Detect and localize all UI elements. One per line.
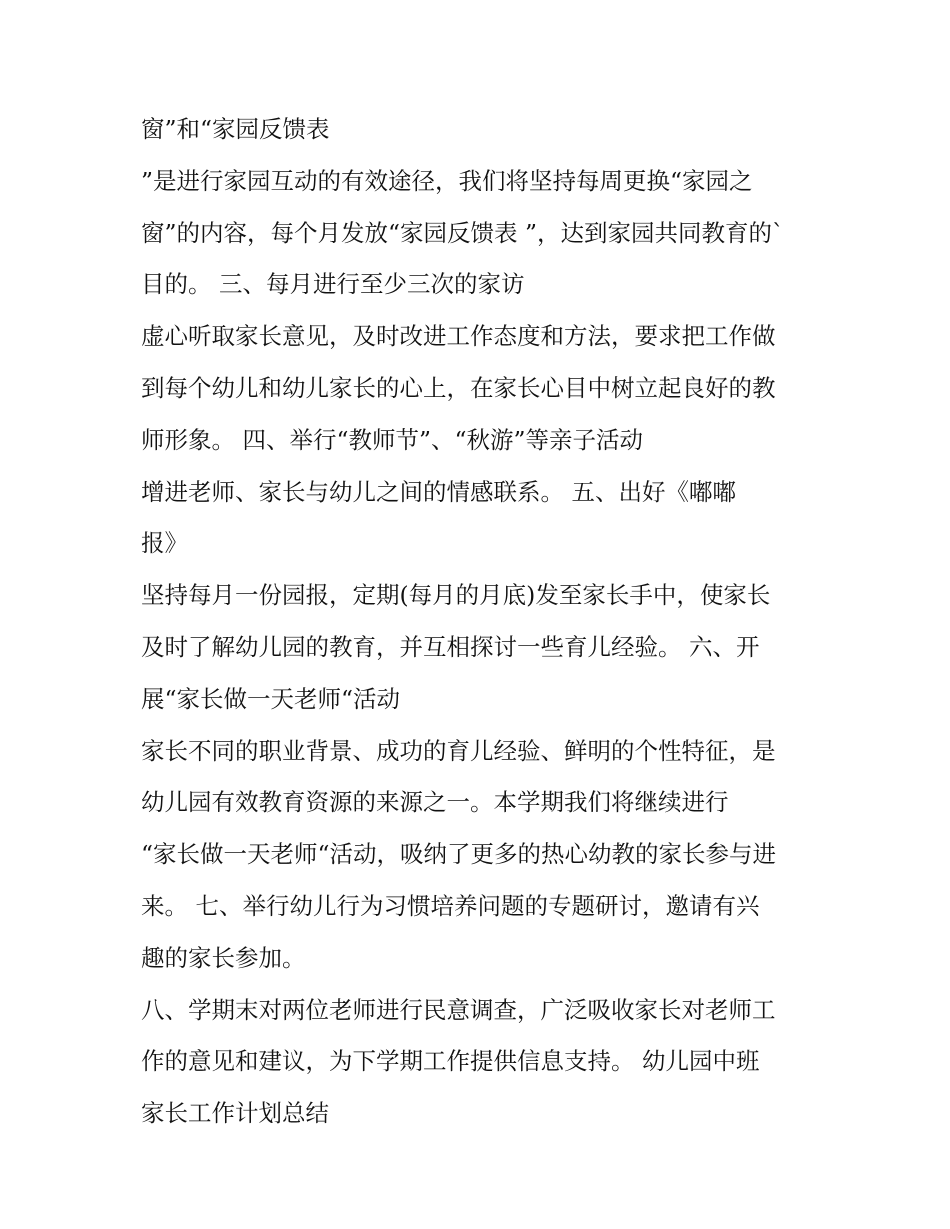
text-line: 八、学期末对两位老师进行民意调查，广泛吸收家长对老师工 bbox=[141, 995, 776, 1024]
text-line: 虚心听取家长意见，及时改进工作态度和方法，要求把工作做 bbox=[141, 322, 776, 351]
body-text bbox=[141, 104, 841, 1140]
text-line: 报》 bbox=[141, 529, 188, 558]
text-line: 展“家长做一天老师“活动 bbox=[141, 684, 401, 713]
text-line: 作的意见和建议，为下学期工作提供信息支持。 幼儿园中班 bbox=[141, 1047, 760, 1076]
text-line: 幼儿园有效教育资源的来源之一。本学期我们将继续进行 bbox=[141, 788, 729, 817]
text-line: 来。 七、举行幼儿行为习惯培养问题的专题研讨，邀请有兴 bbox=[141, 891, 760, 920]
text-line: 坚持每月一份园报，定期(每月的月底)发至家长手中，使家长 bbox=[141, 581, 771, 610]
text-line: 到每个幼儿和幼儿家长的心上，在家长心目中树立起良好的教 bbox=[141, 373, 776, 402]
text-line: 目的。 三、每月进行至少三次的家访 bbox=[141, 270, 525, 299]
text-line: 窗”和“家园反馈表 bbox=[141, 115, 330, 143]
text-line: 家长不同的职业背景、成功的育儿经验、鲜明的个性特征，是 bbox=[141, 736, 776, 765]
text-line: 师形象。 四、举行“教师节”、“秋游”等亲子活动 bbox=[141, 425, 644, 454]
text-line: ”是进行家园互动的有效途径，我们将坚持每周更换“家园之 bbox=[141, 166, 753, 195]
text-line: 趣的家长参加。 bbox=[141, 943, 306, 972]
text-line: 及时了解幼儿园的教育，并互相探讨一些育儿经验。 六、开 bbox=[141, 632, 760, 661]
text-line: 家长工作计划总结 bbox=[141, 1099, 329, 1128]
text-line: 窗”的内容，每个月发放“家园反馈表 ”，达到家园共同教育的` bbox=[141, 218, 784, 247]
text-line: 增进老师、家长与幼儿之间的情感联系。 五、出好《嘟嘟 bbox=[141, 477, 736, 506]
text-line: “家长做一天老师“活动，吸纳了更多的热心幼教的家长参与进 bbox=[141, 840, 777, 869]
